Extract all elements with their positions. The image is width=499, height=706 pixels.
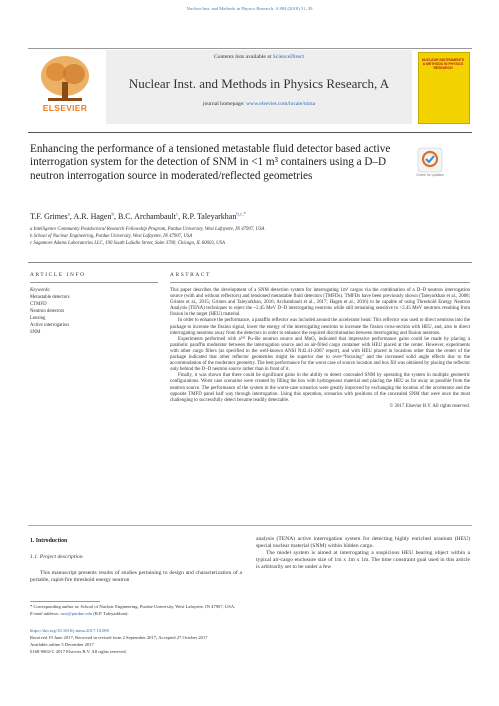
email-note [30, 611, 330, 616]
title-divider [28, 132, 472, 133]
contents-line [106, 54, 412, 60]
footnote-divider [30, 601, 100, 602]
body-paragraph: The model system is aimed at interrogating a suspicious HEU bearing object within a typical air-cargo enclosure size of 1m x 1m x 1m. The time constraint goal used in this article is arbitrarily set to be under a few [256, 550, 470, 570]
abstract-paragraph: Experiments performed with a²³⁹ Pu–Be neutron source and MnO₂ indicated that impressive performance gains could be made by placing a parabolic paraffin moderator between the interrogation source and an air-filled cargo container with HEU placed at the center. However, experiments with other cargo fillers (as specified in the well-known ANSI N42.41-2007 report), and with HEU placed in locations other than the center of the package indicated that other reflector geometries might be superior due to over-“focusing” and the increased solid angle effects due to the accommodation of the moderator geometry. The best performance for the worst case of source location and box fill was obtained by placing the reflector only behind the D–D neutron source rather than in front of it. [170, 336, 470, 373]
sciencedirect-link[interactable]: ScienceDirect [272, 54, 305, 60]
author-affiliation-mark: b [111, 212, 114, 218]
email-suffix: (R.P. Taleyarkhan). [93, 611, 129, 616]
author-affiliation-mark: c [175, 212, 179, 218]
journal-homepage [106, 101, 412, 107]
keyword: Neutron detectors [30, 309, 65, 314]
homepage-link[interactable]: www.elsevier.com/locate/nima [246, 101, 316, 107]
article-info-heading: ARTICLE INFO [30, 272, 86, 278]
author-name[interactable]: A.R. Hagen [73, 212, 112, 221]
journal-title: Nuclear Inst. and Methods in Physics Research, A [128, 76, 390, 91]
abstract-paragraph: Finally, it was shown that there could be significant gains in the ability to detect concealed SNM by operating the system in multiple geometric configurations. Worst case scenarios were created by filling the box with hydrogenous material and placing the HEU as far away as possible from the neutron source. The performance of the system in the worst-case scenarios were greatly improved by exchanging the location of the accelerator and the opposite TMFD panel half way through interrogation. Using this operation, scenarios with positions of the concealed SNM that were once the most challenging to successfully detect became readily detectable. [170, 373, 470, 403]
issn-copyright: 0168-9002/© 2017 Elsevier B.V. All rights reserved. [30, 649, 127, 654]
abstract-heading: ABSTRACT [170, 272, 211, 278]
author-name[interactable]: R.P. Taleyarkhan [182, 212, 237, 221]
keywords-label: Keywords: [30, 288, 51, 293]
affiliation: c Sagamore Adams Laboratories LLC, 190 South LaSalle Street, Suite 3700, Chicago, IL 60603, USA [30, 241, 225, 246]
abstract-body [170, 288, 470, 410]
author-name[interactable]: B.C. Archambault [117, 212, 176, 221]
author-name[interactable]: T.F. Grimes [30, 212, 68, 221]
body-divider [28, 525, 472, 526]
body-right-column [256, 536, 470, 571]
email-label: E-mail address: [30, 611, 60, 616]
check-for-updates-label: Check for updates [416, 173, 444, 177]
contents-prefix: Contents lists available at [213, 54, 272, 60]
available-online: Available online 5 December 2017 [30, 642, 94, 647]
body-paragraph: This manuscript presents results of studies pertaining to design and characterization of a portable, rapid-fire threshold energy neutron [30, 570, 242, 583]
journal-cover-text: NUCLEAR INSTRUMENTS & METHODS IN PHYSICS RESEARCH [421, 58, 464, 70]
subsection-heading: 1.1. Project description [30, 554, 83, 560]
keyword: Metastable detectors [30, 295, 70, 300]
author-affiliation-mark: b,c,* [236, 212, 247, 218]
keyword: CTMFD [30, 302, 47, 307]
article-title: Enhancing the performance of a tensioned metastable fluid detector based active interrogation system for the detection of SNM in <1 m³ containers using a D–D neutron interrogation source in moderated/reflected geometries [30, 143, 391, 182]
abstract-divider [170, 282, 470, 283]
abstract-paragraph: In order to enhance the performance, a paraffin reflector was included around the accelerator head. This reflector was used to direct neutrons into the package to increase the fission signal, lower the energy of the interrogating neutrons to increase the fission cross-section with HEU, and, also to direct interrogating neutrons away from the detectors in order to enhance the required discrimination between interrogating and fission neutrons. [170, 318, 470, 336]
keyword: Lensing [30, 316, 46, 321]
affiliation: a Intelligence Community Postdoctoral Research Fellowship Program, Purdue University, West Lafayette, IN 47907, USA [30, 227, 265, 232]
author-affiliation-mark: a [67, 212, 70, 218]
doi-link[interactable]: https://doi.org/10.1016/j.nima.2017.10.085 [30, 628, 110, 633]
keyword: SNM [30, 330, 41, 335]
body-paragraph: analysis (TENA) active interrogation system for detecting highly enriched uranium (HEU) special nuclear material (SNM) within hidden cargo. [256, 536, 470, 549]
author-list: T.F. Grimes$^a$, A.R. Hagen$^b$, B.C. Archambault$^c$, R.P. Taleyarkhan$^{b,c,*}$ [30, 212, 247, 221]
section-heading-introduction: 1. Introduction [30, 538, 68, 544]
abstract-copyright: © 2017 Elsevier B.V. All rights reserved. [389, 403, 470, 409]
keyword: Active interrogation [30, 323, 69, 328]
article-info-divider [30, 282, 158, 283]
homepage-prefix: journal homepage: [202, 101, 245, 107]
corresponding-author-note: * Corresponding author at: School of Nuclear Engineering, Purdue University, West Lafayette, IN 47907, USA. [30, 604, 236, 609]
affiliation: b School of Nuclear Engineering, Purdue University, West Lafayette, IN 47907, USA [30, 234, 193, 239]
front-matter-divider [28, 262, 472, 263]
body-left-column [30, 570, 242, 584]
email-link[interactable]: rusi@purdue.edu [60, 611, 93, 616]
abstract-paragraph: This paper describes the development of a SNM detection system for interrogating 1m³ cargos via the combination of a D–D neutron interrogation source (with and without reflectors) and tensioned metastable fluid detectors (TMFDs). TMFDs have been previously shown (Taleyarkhan et al., 2008; Grimes et al., 2015; Grimes and Taleyarkhan, 2016; Archambault et al., 2017; Hagen et al., 2016) to be capable of using Threshold Energy Neutron Analysis (TENA) techniques to reject the ~2.45 MeV D–D interrogating neutrons while still remaining sensitive to >2.45 MeV neutrons resulting from fission in the target (HEU) material. [170, 288, 470, 318]
received-dates: Received 19 June 2017; Received in revised form 2 September 2017; Accepted 27 October 2017 [30, 635, 208, 640]
journal-reference: Nuclear Inst. and Methods in Physics Research, A 884 (2018) 31–39 [186, 6, 313, 11]
header-divider [28, 48, 472, 49]
publisher-logo: ELSEVIER [42, 103, 88, 113]
